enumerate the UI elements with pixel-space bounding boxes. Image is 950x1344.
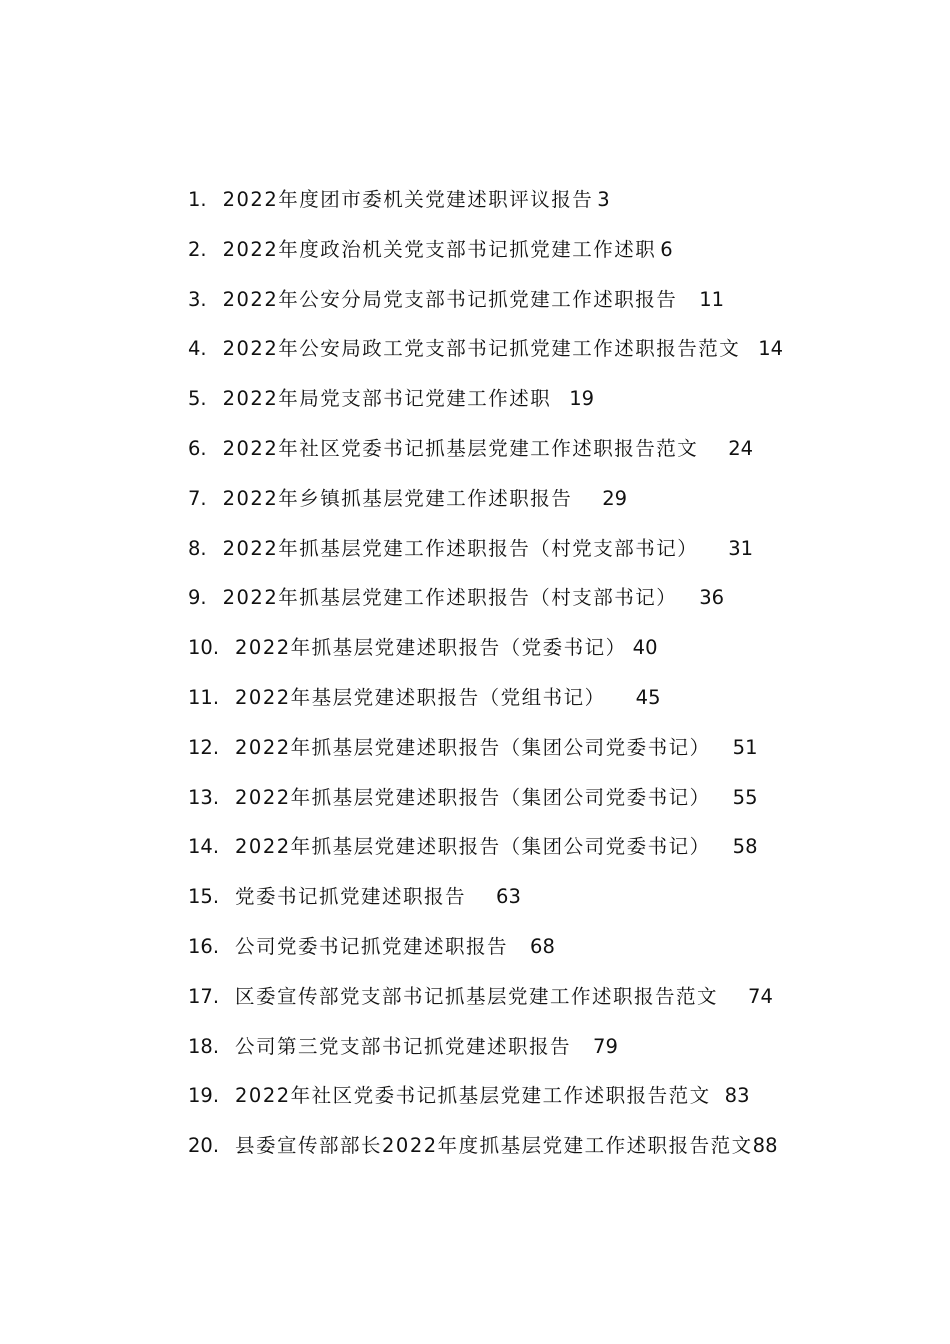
toc-entry-number: 17. <box>188 984 220 1008</box>
toc-entry-title: 2022年抓基层党建工作述职报告（村党支部书记） <box>222 536 699 560</box>
toc-entry-number: 1. <box>188 188 207 211</box>
toc-entry[interactable] <box>188 284 828 334</box>
toc-entry-page-number: 51 <box>732 735 758 759</box>
toc-entry-number: 15. <box>188 885 220 909</box>
toc-entry-page-number: 29 <box>602 486 628 510</box>
toc-entry-title: 党委书记抓党建述职报告 <box>235 885 467 909</box>
toc-entry[interactable] <box>188 234 828 284</box>
toc-entry-number: 3. <box>188 287 207 311</box>
toc-entry[interactable] <box>188 831 828 881</box>
toc-entry[interactable] <box>188 1080 828 1130</box>
toc-entry-number: 4. <box>188 337 207 361</box>
toc-entry-title: 区委宣传部党支部书记抓基层党建工作述职报告范文 <box>235 984 719 1008</box>
toc-entry-number: 11. <box>188 685 220 709</box>
toc-entry-title: 2022年抓基层党建述职报告（集团公司党委书记） <box>235 735 711 759</box>
toc-entry-number: 2. <box>188 237 207 261</box>
toc-entry[interactable] <box>188 184 828 234</box>
toc-entry-page-number: 68 <box>530 934 555 958</box>
toc-entry-title: 县委宣传部部长2022年度抓基层党建工作述职报告范文 <box>235 1134 753 1158</box>
toc-entry[interactable] <box>188 1031 828 1081</box>
toc-entry-title: 2022年抓基层党建述职报告（集团公司党委书记） <box>235 785 711 809</box>
toc-entry[interactable] <box>188 682 828 732</box>
toc-entry-page-number: 63 <box>496 885 521 909</box>
toc-entry-page-number: 55 <box>732 785 758 809</box>
toc-entry-page-number: 11 <box>699 287 725 311</box>
toc-entry-title: 2022年公安局政工党支部书记抓党建工作述职报告范文 <box>222 337 741 361</box>
toc-entry-title: 2022年乡镇抓基层党建工作述职报告 <box>222 486 573 510</box>
toc-entry[interactable] <box>188 483 828 533</box>
toc-entry-number: 8. <box>188 536 207 560</box>
toc-entry-page-number: 79 <box>593 1034 618 1058</box>
toc-entry-number: 20. <box>188 1134 220 1158</box>
toc-entry-title: 2022年抓基层党建述职报告（党委书记） <box>235 636 627 660</box>
toc-entry-page-number: 6 <box>660 237 673 261</box>
toc-entry[interactable] <box>188 333 828 383</box>
toc-entry-page-number: 45 <box>635 685 661 709</box>
toc-entry[interactable] <box>188 732 828 782</box>
toc-entry-number: 18. <box>188 1034 220 1058</box>
toc-entry-page-number: 24 <box>728 436 754 460</box>
toc-entry-page-number: 14 <box>758 337 784 361</box>
toc-entry-number: 9. <box>188 586 207 610</box>
toc-entry-page-number: 3 <box>597 188 610 211</box>
toc-entry-title: 2022年抓基层党建工作述职报告（村支部书记） <box>222 586 678 610</box>
toc-entry[interactable] <box>188 1130 828 1180</box>
toc-entry-number: 6. <box>188 436 207 460</box>
toc-entry-title: 2022年基层党建述职报告（党组书记） <box>235 685 606 709</box>
toc-entry[interactable] <box>188 782 828 832</box>
toc-entry-number: 19. <box>188 1084 220 1108</box>
toc-entry-number: 10. <box>188 636 220 660</box>
toc-entry[interactable] <box>188 632 828 682</box>
toc-entry[interactable] <box>188 582 828 632</box>
toc-entry-title: 公司党委书记抓党建述职报告 <box>235 934 509 958</box>
toc-entry-title: 2022年公安分局党支部书记抓党建工作述职报告 <box>222 287 678 311</box>
toc-entry-page-number: 58 <box>732 835 758 859</box>
toc-entry[interactable] <box>188 981 828 1031</box>
toc-entry-title: 公司第三党支部书记抓党建述职报告 <box>235 1034 572 1058</box>
toc-entry-page-number: 74 <box>748 984 773 1008</box>
toc-entry-title: 2022年社区党委书记抓基层党建工作述职报告范文 <box>222 436 699 460</box>
table-of-contents <box>188 184 828 1180</box>
toc-entry[interactable] <box>188 533 828 583</box>
toc-entry[interactable] <box>188 881 828 931</box>
toc-entry-page-number: 83 <box>724 1084 750 1108</box>
toc-entry-title: 2022年抓基层党建述职报告（集团公司党委书记） <box>235 835 711 859</box>
toc-entry-page-number: 40 <box>632 636 658 660</box>
toc-entry[interactable] <box>188 383 828 433</box>
toc-entry-page-number: 19 <box>569 387 595 411</box>
toc-entry-page-number: 31 <box>728 536 754 560</box>
toc-entry-page-number: 88 <box>752 1134 778 1158</box>
toc-entry-number: 12. <box>188 735 220 759</box>
toc-entry-title: 2022年局党支部书记党建工作述职 <box>222 387 552 411</box>
toc-entry-number: 5. <box>188 387 207 411</box>
toc-entry-number: 7. <box>188 486 207 510</box>
toc-entry-number: 13. <box>188 785 220 809</box>
toc-entry-title: 2022年度团市委机关党建述职评议报告 <box>222 188 594 211</box>
toc-entry-page-number: 36 <box>699 586 725 610</box>
toc-entry-title: 2022年度政治机关党支部书记抓党建工作述职 <box>222 237 657 261</box>
toc-entry[interactable] <box>188 931 828 981</box>
toc-entry-number: 14. <box>188 835 220 859</box>
toc-entry-title: 2022年社区党委书记抓基层党建工作述职报告范文 <box>235 1084 711 1108</box>
toc-entry[interactable] <box>188 433 828 483</box>
toc-entry-number: 16. <box>188 934 220 958</box>
